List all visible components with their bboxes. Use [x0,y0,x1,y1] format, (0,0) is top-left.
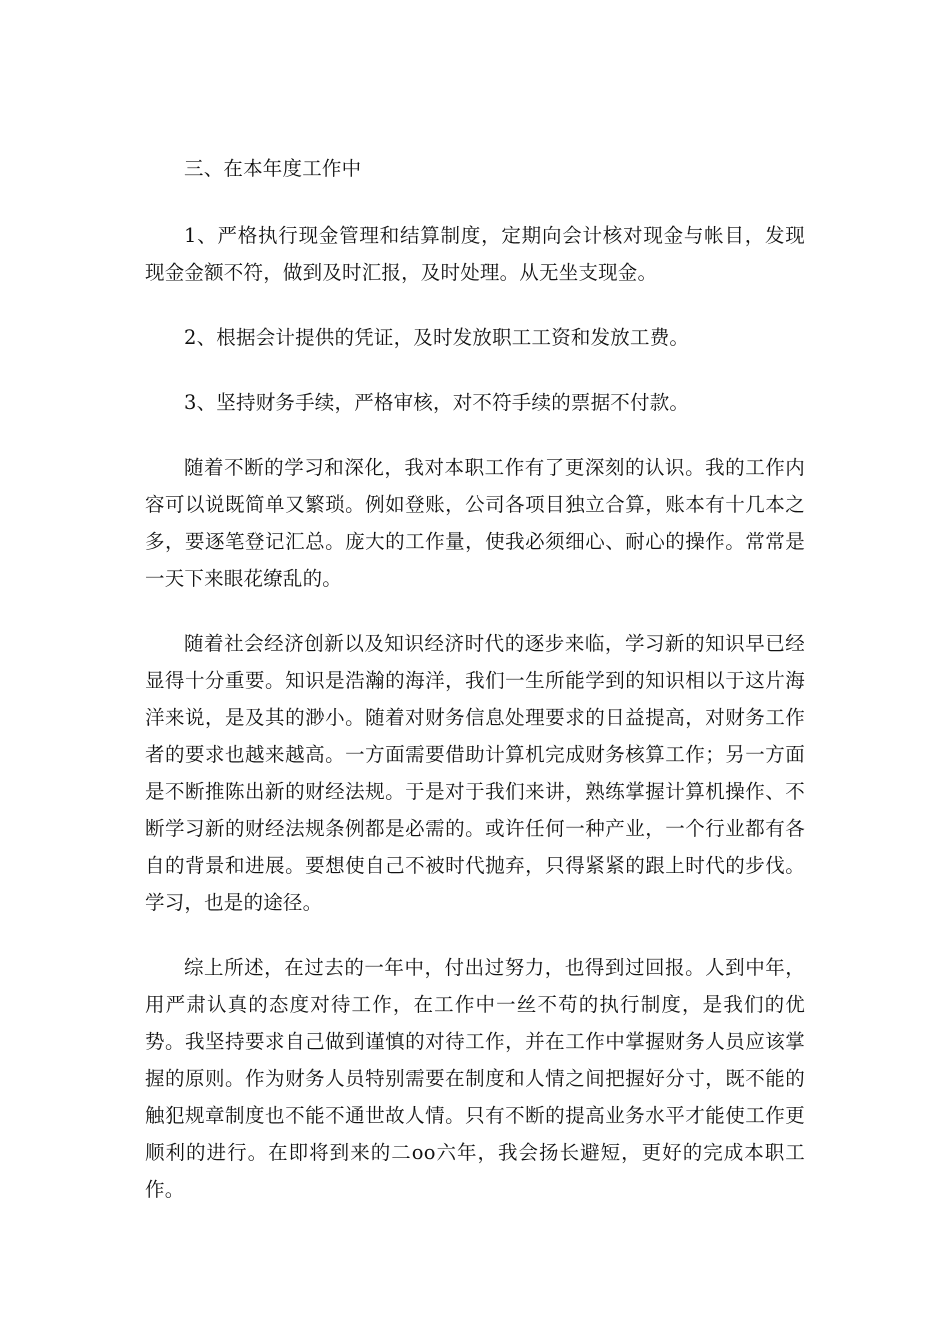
document-page [145,150,805,1236]
paragraph-learning: 随着社会经济创新以及知识经济时代的逐步来临，学习新的知识早已经显得十分重要。知识是浩瀚的海洋，我们一生所能学到的知识相以于这片海洋来说，是及其的渺小。随着对财务信息处理要求的日益提高，对财务工作者的要求也越来越高。一方面需要借助计算机完成财务核算工作；另一方面是不断推陈出新的财经法规。于是对于我们来讲，熟练掌握计算机操作、不断学习新的财经法规条例都是必需的。或许任何一种产业，一个行业都有各自的背景和进展。要想使自己不被时代抛弃，只得紧紧的跟上时代的步伐。学习，也是的途径。 [145,632,805,914]
paragraph-item-3: 3、坚持财务手续，严格审核，对不符手续的票据不付款。 [184,391,690,414]
paragraph-item-1: 1、严格执行现金管理和结算制度，定期向会计核对现金与帐目，发现现金金额不符，做到及时汇报，及时处理。从无坐支现金。 [145,224,805,284]
paragraph-item-2: 2、根据会计提供的凭证，及时发放职工工资和发放工费。 [184,326,690,349]
paragraph-work-content: 随着不断的学习和深化，我对本职工作有了更深刻的认识。我的工作内容可以说既简单又繁琐。例如登账，公司各项目独立合算，账本有十几本之多，要逐笔登记汇总。庞大的工作量，使我必须细心、耐心的操作。常常是一天下来眼花缭乱的。 [145,456,805,590]
section-heading: 三、在本年度工作中 [184,157,362,180]
paragraph-summary: 综上所述，在过去的一年中，付出过努力，也得到过回报。人到中年，用严肃认真的态度对待工作，在工作中一丝不苟的执行制度，是我们的优势。我坚持要求自己做到谨慎的对待工作，并在工作中掌握财务人员应该掌握的原则。作为财务人员特别需要在制度和人情之间把握好分寸，既不能的触犯规章制度也不能不通世故人情。只有不断的提高业务水平才能使工作更顺利的进行。在即将到来的二oo六年，我会扬长避短，更好的完成本职工作。 [145,956,805,1201]
